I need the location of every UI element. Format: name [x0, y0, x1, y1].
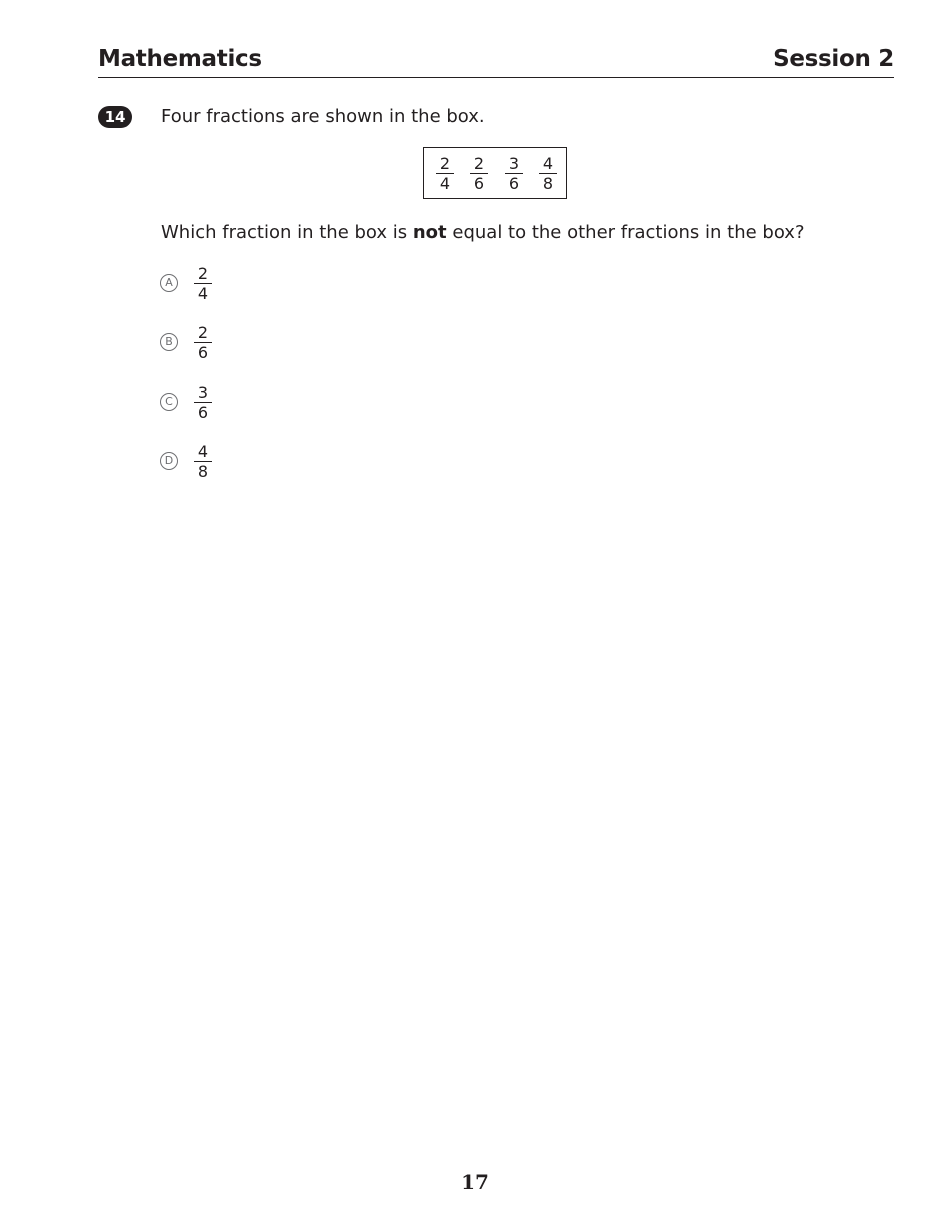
- answer-choice-d[interactable]: [160, 443, 240, 483]
- fraction-denominator: 4: [439, 174, 451, 193]
- choice-bubble-b[interactable]: B: [160, 333, 178, 351]
- fraction-denominator: 8: [542, 174, 554, 193]
- answer-choice-b[interactable]: [160, 324, 240, 364]
- fraction-numerator: 2: [439, 154, 451, 173]
- fraction-numerator: 2: [197, 323, 209, 342]
- fraction-denominator: 4: [197, 284, 209, 303]
- choice-fraction: [194, 443, 212, 480]
- fraction-denominator: 6: [473, 174, 485, 193]
- question-prompt: [161, 221, 805, 245]
- subject-title: Mathematics: [98, 46, 262, 72]
- fraction-numerator: 2: [473, 154, 485, 173]
- choice-fraction: [194, 324, 212, 361]
- fraction-numerator: 3: [508, 154, 520, 173]
- page-number: 17: [461, 1170, 489, 1194]
- fraction-numerator: 3: [197, 383, 209, 402]
- box-fraction: [539, 155, 557, 192]
- choice-fraction: [194, 384, 212, 421]
- choice-fraction: [194, 265, 212, 302]
- question-stem: Four fractions are shown in the box.: [161, 106, 485, 127]
- session-title: Session 2: [773, 46, 894, 72]
- prompt-text-before: Which fraction in the box is: [161, 222, 413, 243]
- page-header: [98, 44, 894, 78]
- box-fraction: [436, 155, 454, 192]
- choice-bubble-c[interactable]: C: [160, 393, 178, 411]
- fractions-box: [423, 147, 567, 199]
- fraction-denominator: 6: [197, 343, 209, 362]
- answer-choice-a[interactable]: [160, 265, 240, 305]
- prompt-emphasis: not: [412, 222, 447, 243]
- choice-bubble-d[interactable]: D: [160, 452, 178, 470]
- answer-choice-c[interactable]: [160, 384, 240, 424]
- box-fraction: [505, 155, 523, 192]
- fraction-numerator: 2: [197, 264, 209, 283]
- fraction-denominator: 8: [197, 462, 209, 481]
- fraction-denominator: 6: [197, 403, 209, 422]
- fraction-numerator: 4: [542, 154, 554, 173]
- box-fraction: [470, 155, 488, 192]
- choice-bubble-a[interactable]: A: [160, 274, 178, 292]
- fraction-numerator: 4: [197, 442, 209, 461]
- prompt-text-after: equal to the other fractions in the box?: [446, 222, 805, 243]
- fraction-denominator: 6: [508, 174, 520, 193]
- question-number-badge: 14: [98, 106, 132, 128]
